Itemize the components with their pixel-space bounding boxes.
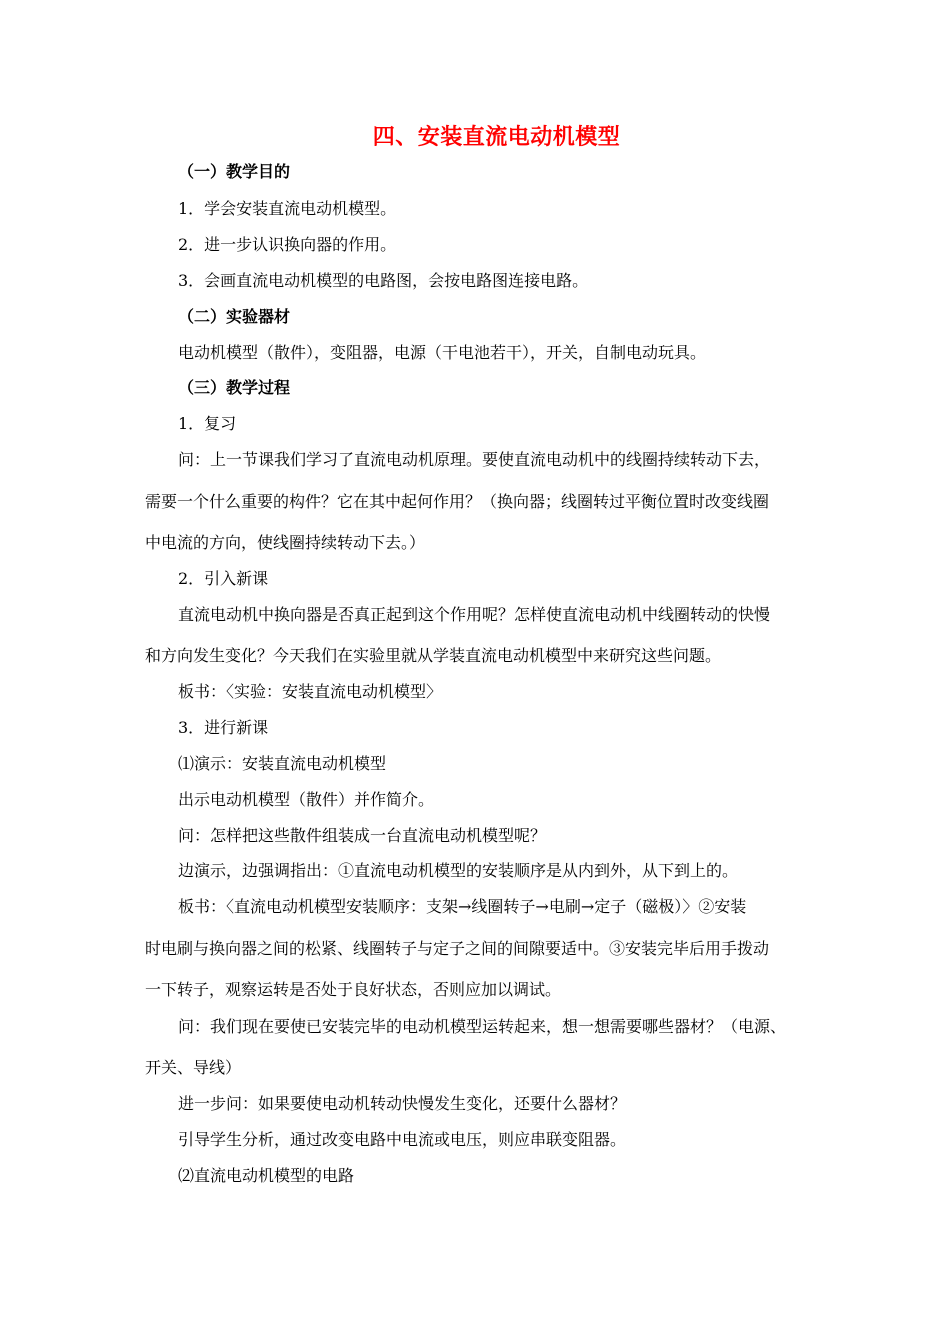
paragraph-line: 引导学生分析，通过改变电路中电流或电压，则应串联变阻器。 (178, 1130, 627, 1149)
circuit-heading: ⑵直流电动机模型的电路 (178, 1166, 355, 1185)
step-introduction-heading: 2．引入新课 (178, 569, 269, 588)
objective-item-3: 3．会画直流电动机模型的电路图，会按电路图连接电路。 (178, 271, 589, 290)
paragraph-line: 一下转子，观察运转是否处于良好状态，否则应加以调试。 (145, 980, 562, 999)
paragraph-line: 问：怎样把这些散件组装成一台直流电动机模型呢？ (178, 826, 547, 845)
section-heading-equipment: （二）实验器材 (178, 307, 291, 326)
demo-heading: ⑴演示：安装直流电动机模型 (178, 754, 387, 773)
document-title: 四、安装直流电动机模型 (372, 125, 621, 150)
paragraph-line: 开关、导线） (145, 1058, 242, 1077)
paragraph-line: 边演示，边强调指出：①直流电动机模型的安装顺序是从内到外，从下到上的。 (178, 861, 739, 880)
step-review-heading: 1．复习 (178, 414, 237, 433)
step-new-lesson-heading: 3．进行新课 (178, 718, 269, 737)
paragraph-line: 中电流的方向，使线圈持续转动下去。） (145, 533, 426, 552)
equipment-list: 电动机模型（散件），变阻器，电源（干电池若干），开关，自制电动玩具。 (178, 343, 707, 362)
paragraph-line: 进一步问：如果要使电动机转动快慢发生变化，还要什么器材？ (178, 1094, 627, 1113)
paragraph-line: 问：上一节课我们学习了直流电动机原理。要使直流电动机中的线圈持续转动下去， (178, 450, 771, 469)
section-heading-process: （三）教学过程 (178, 378, 291, 397)
section-heading-objectives: （一）教学目的 (178, 162, 291, 181)
paragraph-line: 问：我们现在要使已安装完毕的电动机模型运转起来，想一想需要哪些器材？（电源、 (178, 1017, 787, 1036)
paragraph-line: 需要一个什么重要的构件？它在其中起何作用？（换向器；线圈转过平衡位置时改变线圈 (145, 492, 770, 511)
paragraph-line: 和方向发生变化？今天我们在实验里就从学装直流电动机模型中来研究这些问题。 (145, 646, 722, 665)
objective-item-2: 2．进一步认识换向器的作用。 (178, 235, 397, 254)
paragraph-line: 时电刷与换向器之间的松紧、线圈转子与定子之间的间隙要适中。③安装完毕后用手拨动 (145, 939, 770, 958)
paragraph-line: 直流电动机中换向器是否真正起到这个作用呢？怎样使直流电动机中线圈转动的快慢 (178, 605, 771, 624)
objective-item-1: 1．学会安装直流电动机模型。 (178, 199, 397, 218)
blackboard-note: 板书：〈实验：安装直流电动机模型〉 (178, 682, 443, 701)
paragraph-line: 板书：〈直流电动机模型安装顺序：支架→线圈转子→电刷→定子（磁极）〉②安装 (178, 897, 747, 916)
paragraph-line: 出示电动机模型（散件）并作简介。 (178, 790, 435, 809)
